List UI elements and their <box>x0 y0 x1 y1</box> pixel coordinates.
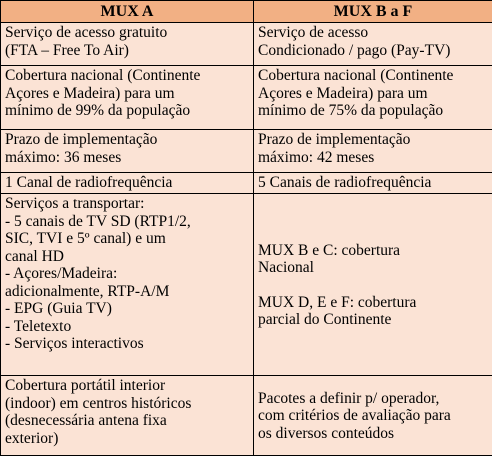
blank-line <box>258 277 488 294</box>
header-row <box>1 1 492 23</box>
cell-line: parcial do Continente <box>258 311 392 328</box>
cell-line: Serviço de acesso gratuito <box>5 24 168 41</box>
cell-line: (indoor) em centros históricos <box>5 394 192 412</box>
cell-line: mínimo de 75% da população <box>258 102 444 119</box>
cell-line: SIC, TVI e 5º canal) e um <box>5 230 166 247</box>
cell-line: Açores e Madeira) para um <box>5 84 175 102</box>
cell-line: MUX B e C: cobertura <box>258 241 401 259</box>
table-row <box>1 376 492 456</box>
cell-line: Prazo de implementação <box>5 131 158 148</box>
cell-line: mínimo de 99% da população <box>5 102 191 119</box>
cell-channels-b <box>254 173 492 194</box>
cell-line: - EPG (Guia TV) <box>5 300 112 317</box>
table-row <box>1 66 492 130</box>
cell-line: Pacotes a definir p/ operador, <box>258 389 440 407</box>
cell-service-type-b <box>254 23 492 66</box>
cell-line: Cobertura portátil interior <box>5 377 166 394</box>
cell-line: com critérios de avaliação para <box>258 407 451 425</box>
cell-line: Serviço de acesso <box>258 24 369 41</box>
table-row <box>1 130 492 173</box>
cell-deadline-b <box>254 130 492 173</box>
cell-services-a <box>1 194 254 376</box>
cell-line: - Teletexto <box>5 317 72 335</box>
cell-indoor-a <box>1 376 254 456</box>
cell-line: Nacional <box>258 259 314 276</box>
cell-services-b <box>254 194 492 376</box>
cell-line: (FTA – Free To Air) <box>5 41 129 59</box>
cell-line: canal HD <box>5 247 64 265</box>
cell-line: - 5 canais de TV SD (RTP1/2, <box>5 212 191 230</box>
cell-deadline-a <box>1 130 254 173</box>
cell-coverage-a <box>1 66 254 130</box>
header-mux-a: MUX A <box>1 1 254 23</box>
table-row <box>1 173 492 194</box>
cell-line: os diversos conteúdos <box>258 424 395 442</box>
cell-line: 1 Canal de radiofrequência <box>5 174 173 191</box>
cell-channels-a <box>1 173 254 194</box>
cell-line: Cobertura nacional (Continente <box>5 67 201 84</box>
header-mux-b-f: MUX B a F <box>254 1 492 23</box>
cell-line: Prazo de implementação <box>258 131 411 148</box>
cell-line: Serviços a transportar: <box>5 195 145 212</box>
cell-line: máximo: 42 meses <box>258 148 375 166</box>
cell-line: máximo: 36 meses <box>5 148 122 166</box>
cell-line: - Açores/Madeira: <box>5 265 118 282</box>
cell-line: (desnecessária antena fixa <box>5 412 167 429</box>
cell-line: MUX D, E e F: cobertura <box>258 293 417 311</box>
cell-line: exterior) <box>5 429 59 447</box>
cell-packages-b <box>254 376 492 456</box>
cell-line: 5 Canais de radiofrequência <box>258 174 432 191</box>
cell-line: adicionalmente, RTP-A/M <box>5 282 170 300</box>
table-row <box>1 23 492 66</box>
cell-line: - Serviços interactivos <box>5 335 144 352</box>
cell-service-type-a <box>1 23 254 66</box>
cell-line: Cobertura nacional (Continente <box>258 67 454 84</box>
cell-line: Condicionado / pago (Pay-TV) <box>258 41 451 59</box>
cell-coverage-b <box>254 66 492 130</box>
cell-line: Açores e Madeira) para um <box>258 84 428 102</box>
table-row <box>1 194 492 376</box>
